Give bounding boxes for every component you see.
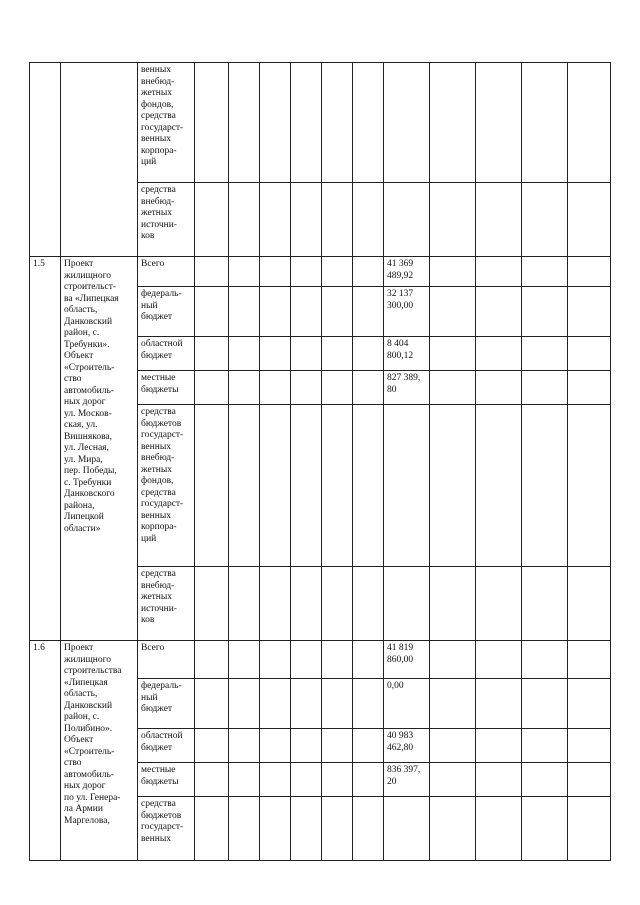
empty-cell [322, 641, 353, 679]
empty-cell [322, 763, 353, 797]
empty-cell [322, 405, 353, 567]
empty-cell [353, 763, 384, 797]
empty-cell [568, 287, 611, 337]
empty-cell [195, 641, 229, 679]
amount-cell: 8 404 800,12 [384, 337, 430, 371]
empty-cell [476, 371, 522, 405]
empty-cell [322, 371, 353, 405]
empty-cell [353, 641, 384, 679]
funding-source-cell: местные бюджеты [138, 763, 195, 797]
amount-cell [384, 797, 430, 861]
empty-cell [568, 371, 611, 405]
empty-cell [568, 183, 611, 257]
empty-cell [353, 797, 384, 861]
funding-source-cell: средства внебюд- жетных источни- ков [138, 183, 195, 257]
empty-cell [568, 567, 611, 641]
empty-cell [568, 679, 611, 729]
table-row [30, 641, 611, 679]
empty-cell [260, 257, 291, 287]
empty-cell [195, 405, 229, 567]
amount-cell: 32 137 300,00 [384, 287, 430, 337]
empty-cell [195, 679, 229, 729]
empty-cell [353, 337, 384, 371]
empty-cell [291, 567, 322, 641]
empty-cell [476, 287, 522, 337]
empty-cell [476, 337, 522, 371]
empty-cell [568, 763, 611, 797]
empty-cell [353, 679, 384, 729]
empty-cell [476, 763, 522, 797]
empty-cell [522, 641, 568, 679]
empty-cell [229, 257, 260, 287]
amount-cell [384, 405, 430, 567]
empty-cell [476, 567, 522, 641]
empty-cell [430, 729, 476, 763]
empty-cell [476, 641, 522, 679]
empty-cell [430, 679, 476, 729]
empty-cell [322, 183, 353, 257]
table-row [30, 257, 611, 287]
empty-cell [430, 257, 476, 287]
empty-cell [353, 63, 384, 183]
funding-source-cell: областной бюджет [138, 337, 195, 371]
empty-cell [476, 729, 522, 763]
empty-cell [568, 337, 611, 371]
empty-cell [260, 729, 291, 763]
empty-cell [522, 763, 568, 797]
empty-cell [291, 763, 322, 797]
empty-cell [195, 371, 229, 405]
empty-cell [476, 679, 522, 729]
empty-cell [260, 371, 291, 405]
empty-cell [522, 405, 568, 567]
funding-source-cell: областной бюджет [138, 729, 195, 763]
empty-cell [291, 679, 322, 729]
empty-cell [291, 183, 322, 257]
amount-cell [384, 63, 430, 183]
funding-source-cell: Всего [138, 257, 195, 287]
empty-cell [353, 567, 384, 641]
empty-cell [568, 257, 611, 287]
empty-cell [430, 405, 476, 567]
empty-cell [353, 405, 384, 567]
funding-source-cell: венных внебюд- жетных фондов, средства государст- венных корпора- ций [138, 63, 195, 183]
project-name-cell [61, 63, 138, 257]
empty-cell [522, 371, 568, 405]
empty-cell [229, 287, 260, 337]
empty-cell [522, 567, 568, 641]
funding-source-cell: средства бюджетов государст- венных внебюд- жетных фондов, средства государст- венных корпора- ций [138, 405, 195, 567]
empty-cell [229, 405, 260, 567]
empty-cell [522, 257, 568, 287]
empty-cell [195, 797, 229, 861]
empty-cell [260, 337, 291, 371]
row-number-cell: 1.5 [30, 257, 61, 641]
funding-source-cell: местные бюджеты [138, 371, 195, 405]
empty-cell [353, 183, 384, 257]
empty-cell [430, 797, 476, 861]
empty-cell [353, 371, 384, 405]
empty-cell [229, 183, 260, 257]
amount-cell: 41 819 860,00 [384, 641, 430, 679]
empty-cell [430, 63, 476, 183]
empty-cell [291, 729, 322, 763]
row-number-cell: 1.6 [30, 641, 61, 861]
empty-cell [322, 287, 353, 337]
empty-cell [260, 763, 291, 797]
empty-cell [260, 405, 291, 567]
empty-cell [522, 63, 568, 183]
empty-cell [260, 183, 291, 257]
funding-source-cell: средства бюджетов государст- венных [138, 797, 195, 861]
empty-cell [568, 641, 611, 679]
empty-cell [430, 183, 476, 257]
empty-cell [430, 371, 476, 405]
empty-cell [322, 729, 353, 763]
empty-cell [522, 183, 568, 257]
empty-cell [291, 371, 322, 405]
empty-cell [522, 729, 568, 763]
empty-cell [353, 729, 384, 763]
empty-cell [195, 257, 229, 287]
empty-cell [291, 287, 322, 337]
empty-cell [291, 405, 322, 567]
empty-cell [522, 797, 568, 861]
empty-cell [260, 287, 291, 337]
budget-table [29, 62, 611, 861]
empty-cell [195, 729, 229, 763]
empty-cell [229, 797, 260, 861]
empty-cell [229, 729, 260, 763]
empty-cell [291, 641, 322, 679]
empty-cell [522, 337, 568, 371]
table-row [30, 63, 611, 183]
empty-cell [322, 257, 353, 287]
amount-cell: 41 369 489,92 [384, 257, 430, 287]
empty-cell [195, 567, 229, 641]
empty-cell [260, 567, 291, 641]
empty-cell [476, 257, 522, 287]
empty-cell [195, 337, 229, 371]
empty-cell [195, 183, 229, 257]
amount-cell [384, 183, 430, 257]
empty-cell [291, 257, 322, 287]
empty-cell [476, 797, 522, 861]
project-name-cell: Проект жилищного строительства «Липецкая область, Данковский район, с. Полибино». Объект «Строитель- ство автомобиль- ных дорог по ул. Генера- ла Армии Маргелова, [61, 641, 138, 861]
empty-cell [430, 641, 476, 679]
empty-cell [522, 287, 568, 337]
empty-cell [229, 371, 260, 405]
empty-cell [195, 63, 229, 183]
funding-source-cell: федераль- ный бюджет [138, 287, 195, 337]
empty-cell [568, 797, 611, 861]
empty-cell [430, 567, 476, 641]
empty-cell [195, 287, 229, 337]
empty-cell [430, 337, 476, 371]
row-number-cell [30, 63, 61, 257]
empty-cell [353, 257, 384, 287]
empty-cell [322, 63, 353, 183]
amount-cell: 40 983 462,80 [384, 729, 430, 763]
project-name-cell: Проект жилищного строительст- ва «Липецкая область, Данковский район, с. Требунки». Объект «Строитель- ство автомобиль- ных дорог ул. Москов- ская, ул. Вишнякова, ул. Лесная, ул. Мира, пер. Победы, с. Требунки Данковского района, Липецкой области» [61, 257, 138, 641]
empty-cell [260, 641, 291, 679]
empty-cell [430, 763, 476, 797]
amount-cell: 0,00 [384, 679, 430, 729]
funding-source-cell: средства внебюд- жетных источни- ков [138, 567, 195, 641]
empty-cell [322, 337, 353, 371]
empty-cell [229, 337, 260, 371]
empty-cell [229, 679, 260, 729]
empty-cell [260, 679, 291, 729]
empty-cell [568, 63, 611, 183]
empty-cell [353, 287, 384, 337]
empty-cell [260, 63, 291, 183]
empty-cell [229, 567, 260, 641]
empty-cell [229, 641, 260, 679]
empty-cell [229, 763, 260, 797]
empty-cell [476, 63, 522, 183]
amount-cell: 836 397, 20 [384, 763, 430, 797]
empty-cell [476, 183, 522, 257]
empty-cell [291, 797, 322, 861]
empty-cell [229, 63, 260, 183]
empty-cell [291, 63, 322, 183]
empty-cell [476, 405, 522, 567]
empty-cell [322, 797, 353, 861]
empty-cell [291, 337, 322, 371]
empty-cell [568, 729, 611, 763]
funding-source-cell: Всего [138, 641, 195, 679]
empty-cell [322, 679, 353, 729]
empty-cell [322, 567, 353, 641]
amount-cell [384, 567, 430, 641]
empty-cell [568, 405, 611, 567]
empty-cell [260, 797, 291, 861]
funding-source-cell: федераль- ный бюджет [138, 679, 195, 729]
amount-cell: 827 389, 80 [384, 371, 430, 405]
empty-cell [522, 679, 568, 729]
empty-cell [430, 287, 476, 337]
empty-cell [195, 763, 229, 797]
